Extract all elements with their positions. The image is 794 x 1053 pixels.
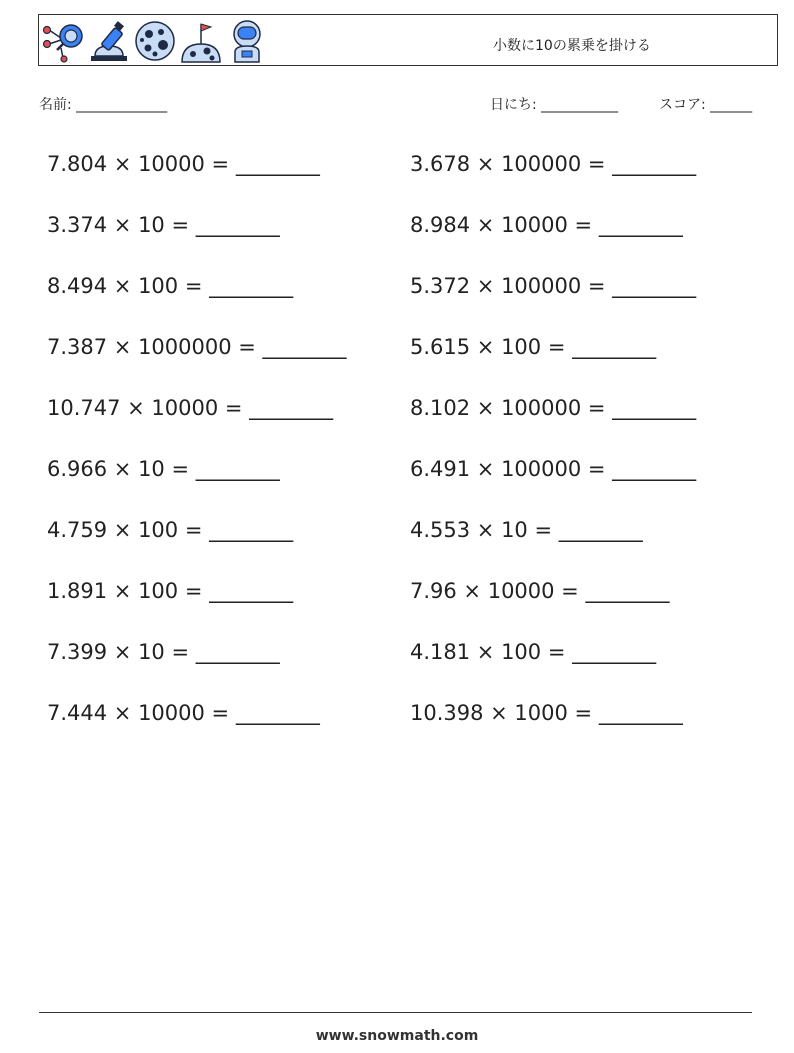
- problem-17: 7.399 × 10 = ________: [47, 640, 280, 664]
- astronaut-icon: [225, 18, 269, 64]
- moon-icon: [133, 18, 177, 64]
- footer-divider: [39, 1012, 752, 1013]
- problem-18: 4.181 × 100 = ________: [410, 640, 657, 664]
- problem-16: 7.96 × 10000 = ________: [410, 579, 670, 603]
- problem-1: 7.804 × 10000 = ________: [47, 152, 320, 176]
- telescope-icon: [87, 18, 131, 64]
- moon-flag-icon: [179, 18, 223, 64]
- problem-7: 7.387 × 1000000 = ________: [47, 335, 347, 359]
- problem-3: 3.374 × 10 = ________: [47, 213, 280, 237]
- problem-6: 5.372 × 100000 = ________: [410, 274, 697, 298]
- worksheet-header: [38, 14, 778, 66]
- problem-8: 5.615 × 100 = ________: [410, 335, 657, 359]
- problem-5: 8.494 × 100 = ________: [47, 274, 294, 298]
- problem-10: 8.102 × 100000 = ________: [410, 396, 697, 420]
- name-field: 名前: _____________: [39, 97, 168, 113]
- problem-20: 10.398 × 1000 = ________: [410, 701, 683, 725]
- problem-2: 3.678 × 100000 = ________: [410, 152, 697, 176]
- worksheet-title: 小数に10の累乗を掛ける: [493, 38, 651, 54]
- problem-12: 6.491 × 100000 = ________: [410, 457, 697, 481]
- problem-15: 1.891 × 100 = ________: [47, 579, 294, 603]
- problem-19: 7.444 × 10000 = ________: [47, 701, 320, 725]
- problem-14: 4.553 × 10 = ________: [410, 518, 643, 542]
- score-field: スコア: ______: [659, 97, 753, 113]
- problem-13: 4.759 × 100 = ________: [47, 518, 294, 542]
- satellite-icon: [41, 18, 85, 64]
- footer-site: www.snowmath.com: [315, 1028, 479, 1044]
- problem-9: 10.747 × 10000 = ________: [47, 396, 334, 420]
- problem-4: 8.984 × 10000 = ________: [410, 213, 683, 237]
- header-icons: [41, 18, 269, 64]
- date-field: 日にち: ___________: [490, 97, 619, 113]
- problem-11: 6.966 × 10 = ________: [47, 457, 280, 481]
